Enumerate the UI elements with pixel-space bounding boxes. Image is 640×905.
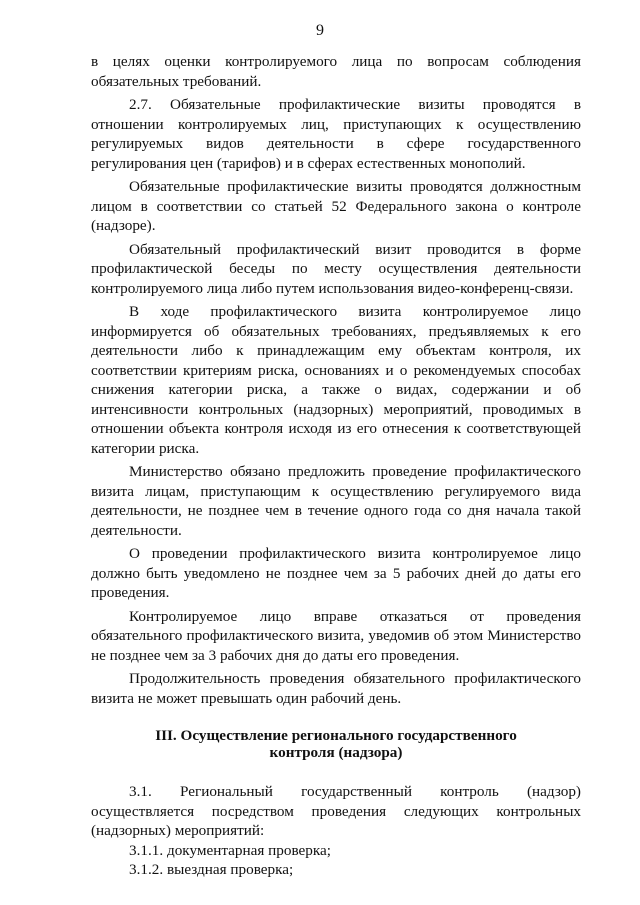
list-item: 3.1.2. выездная проверка; (129, 861, 294, 878)
paragraph-ministry-obligation: Министерство обязано предложить проведение профилактического визита лицам, приступающим к осуществлению регулируемого вида деятельности, не позднее чем в течение одного года со дня начала такой деятельности. (91, 463, 581, 539)
paragraph-visit-informing: В ходе профилактического визита контролируемое лицо информируется об обязательных требованиях, предъявляемых к его деятельности либо к принадлежащим ему объектам контроля, их соответствии критериям риска, основаниях и о рекомендуемых способах снижения категории риска, а также о видах, содержании и об интенсивности контрольных (надзорных) мероприятий, проводимых в отношении объекта контроля исходя из его отнесения к соответствующей категории риска. (91, 303, 581, 457)
paragraph-2-7: 2.7. Обязательные профилактические визиты проводятся в отношении контролируемых лиц, приступающих к осуществлению регулируемых видов деятельности в сфере государственного регулирования цен (тарифов) и в сферах естественных монополий. (91, 96, 581, 172)
section-heading-line1: III. Осуществление регионального государственного (155, 727, 517, 744)
section-heading-line2: контроля (надзора) (269, 744, 403, 761)
paragraph-continuation: в целях оценки контролируемого лица по вопросам соблюдения обязательных требований. (91, 53, 581, 90)
paragraph-3-1: 3.1. Региональный государственный контроль (надзор) осуществляется посредством проведения следующих контрольных (надзорных) мероприятий: (91, 783, 581, 839)
section-heading (111, 727, 561, 761)
page-number: 9 (316, 22, 324, 39)
paragraph-visits-official: Обязательные профилактические визиты проводятся должностным лицом в соответствии со статьей 52 Федерального закона о контроле (надзоре). (91, 178, 581, 234)
document-body (91, 52, 581, 880)
list-item: 3.1.1. документарная проверка; (129, 841, 331, 859)
paragraph-visit-form: Обязательный профилактический визит проводится в форме профилактической беседы по месту осуществления деятельности контролируемого лица либо путем использования видео-конференц-связи. (91, 240, 581, 297)
paragraph-duration: Продолжительность проведения обязательного профилактического визита не может превышать один рабочий день. (91, 670, 581, 707)
paragraph-refusal: Контролируемое лицо вправе отказаться от проведения обязательного профилактического визита, уведомив об этом Министерство не позднее чем за 3 рабочих дня до даты его проведения. (91, 607, 581, 664)
paragraph-notification: О проведении профилактического визита контролируемое лицо должно быть уведомлено не позднее чем за 5 рабочих дней до даты его проведения. (91, 545, 581, 601)
